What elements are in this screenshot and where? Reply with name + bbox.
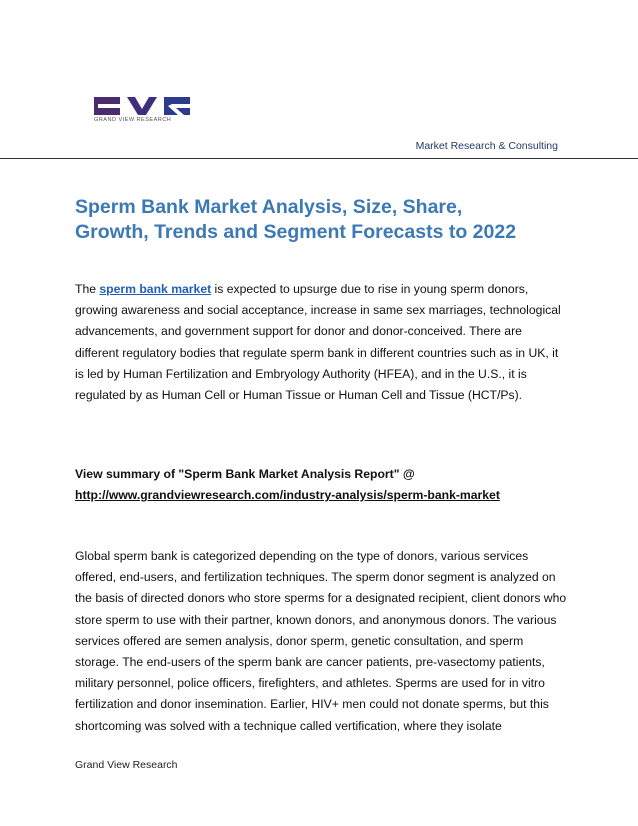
title-line-1: Sperm Bank Market Analysis, Size, Share, xyxy=(75,196,463,218)
sperm-bank-market-link[interactable]: sperm bank market xyxy=(99,282,212,296)
summary-label: View summary of "Sperm Bank Market Analysis Report" @ xyxy=(75,467,415,481)
intro-prefix: The xyxy=(75,282,100,296)
header-tagline: Market Research & Consulting xyxy=(415,140,558,152)
title-line-2: Growth, Trends and Segment Forecasts to 2022 xyxy=(75,221,517,243)
summary-block xyxy=(75,464,567,506)
header-divider xyxy=(0,158,638,159)
intro-paragraph xyxy=(75,279,567,406)
document-title xyxy=(75,195,575,245)
company-logo xyxy=(94,97,190,127)
page-footer: Grand View Research xyxy=(75,759,178,771)
intro-body: is expected to upsurge due to rise in young sperm donors, growing awareness and social acceptance, increase in same sex marriages, technological advancements, and government support for donor and donor-conceived. There are different regulatory bodies that regulate sperm bank in different countries such as in UK, it is led by Human Fertilization and Embryology Authority (HFEA), and in the U.S., it is regulated by as Human Cell or Human Tissue or Human Cell and Tissue (HCT/Ps). xyxy=(75,282,561,403)
segmentation-paragraph: Global sperm bank is categorized depending on the type of donors, various services offered, end-users, and fertilization techniques. The sperm donor segment is analyzed on the basis of directed donors who store sperms for a designated recipient, client donors who store sperm to use with their partner, known donors, and anonymous donors. The various services offered are semen analysis, donor sperm, genetic consultation, and sperm storage. The end-users of the sperm bank are cancer patients, pre-vasectomy patients, military personnel, police officers, firefighters, and athletes. Sperms are used for in vitro fertilization and donor insemination. Earlier, HIV+ men could not donate sperms, but this shortcoming was solved with a technique called vertification, where they isolate xyxy=(75,549,567,733)
gvr-logo-icon xyxy=(94,97,190,115)
report-url-link[interactable]: http://www.grandviewresearch.com/industry-analysis/sperm-bank-market xyxy=(75,488,500,503)
logo-wordmark: GRAND VIEW RESEARCH xyxy=(94,117,172,123)
